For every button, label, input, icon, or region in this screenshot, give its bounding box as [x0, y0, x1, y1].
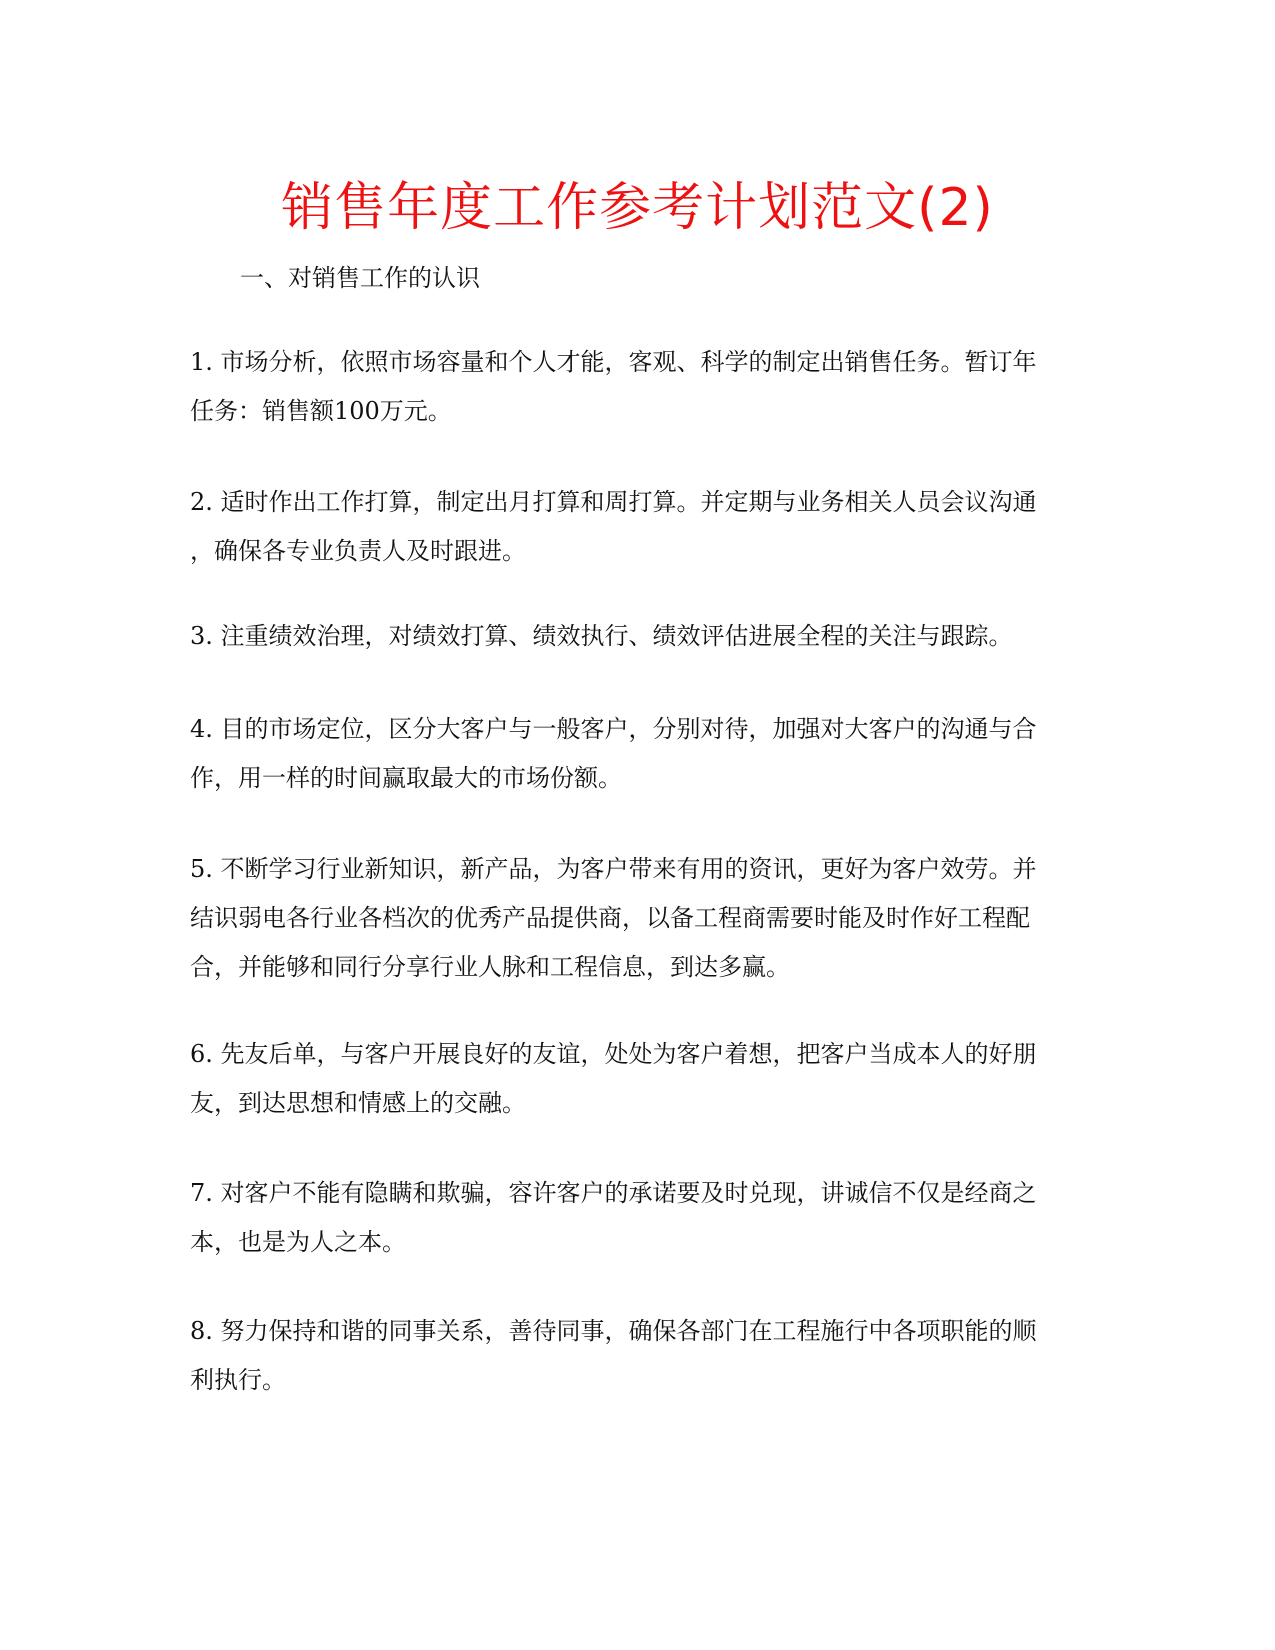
paragraph-1: [190, 338, 1070, 436]
document-title: 销售年度工作参考计划范文(2): [281, 178, 994, 238]
paragraph-line: 本，也是为人之本。: [190, 1228, 406, 1256]
paragraph-line: 合，并能够和同行分享行业人脉和工程信息，到达多赢。: [190, 953, 790, 981]
paragraph-3: [190, 612, 1070, 661]
paragraph-line: 结识弱电各行业各档次的优秀产品提供商，以备工程商需要时能及时作好工程配: [190, 904, 1030, 932]
paragraph-line: 4. 目的市场定位，区分大客户与一般客户，分别对待，加强对大客户的沟通与合: [190, 715, 1037, 743]
paragraph-line: 2. 适时作出工作打算，制定出月打算和周打算。并定期与业务相关人员会议沟通: [190, 488, 1037, 516]
paragraph-7: [190, 1169, 1070, 1267]
paragraph-line: 6. 先友后单，与客户开展良好的友谊，处处为客户着想，把客户当成本人的好朋: [190, 1040, 1037, 1068]
section-heading: 一、对销售工作的认识: [240, 264, 480, 292]
paragraph-4: [190, 705, 1070, 803]
paragraph-line: ，确保各专业负责人及时跟进。: [190, 537, 526, 565]
paragraph-line: 7. 对客户不能有隐瞒和欺骗，容许客户的承诺要及时兑现，讲诚信不仅是经商之: [190, 1179, 1037, 1207]
paragraph-8: [190, 1307, 1070, 1405]
paragraph-5: [190, 845, 1070, 992]
paragraph-line: 8. 努力保持和谐的同事关系，善待同事，确保各部门在工程施行中各项职能的顺: [190, 1317, 1037, 1345]
paragraph-line: 利执行。: [190, 1366, 286, 1394]
paragraph-line: 友，到达思想和情感上的交融。: [190, 1089, 526, 1117]
paragraph-2: [190, 478, 1070, 576]
paragraph-6: [190, 1030, 1070, 1128]
paragraph-line: 5. 不断学习行业新知识，新产品，为客户带来有用的资讯，更好为客户效劳。并: [190, 855, 1037, 883]
paragraph-line: 1. 市场分析，依照市场容量和个人才能，客观、科学的制定出销售任务。暂订年: [190, 348, 1037, 376]
paragraph-line: 3. 注重绩效治理，对绩效打算、绩效执行、绩效评估进展全程的关注与跟踪。: [190, 622, 1013, 650]
paragraph-line: 作，用一样的时间赢取最大的市场份额。: [190, 764, 622, 792]
paragraph-line: 任务：销售额100万元。: [190, 397, 452, 425]
